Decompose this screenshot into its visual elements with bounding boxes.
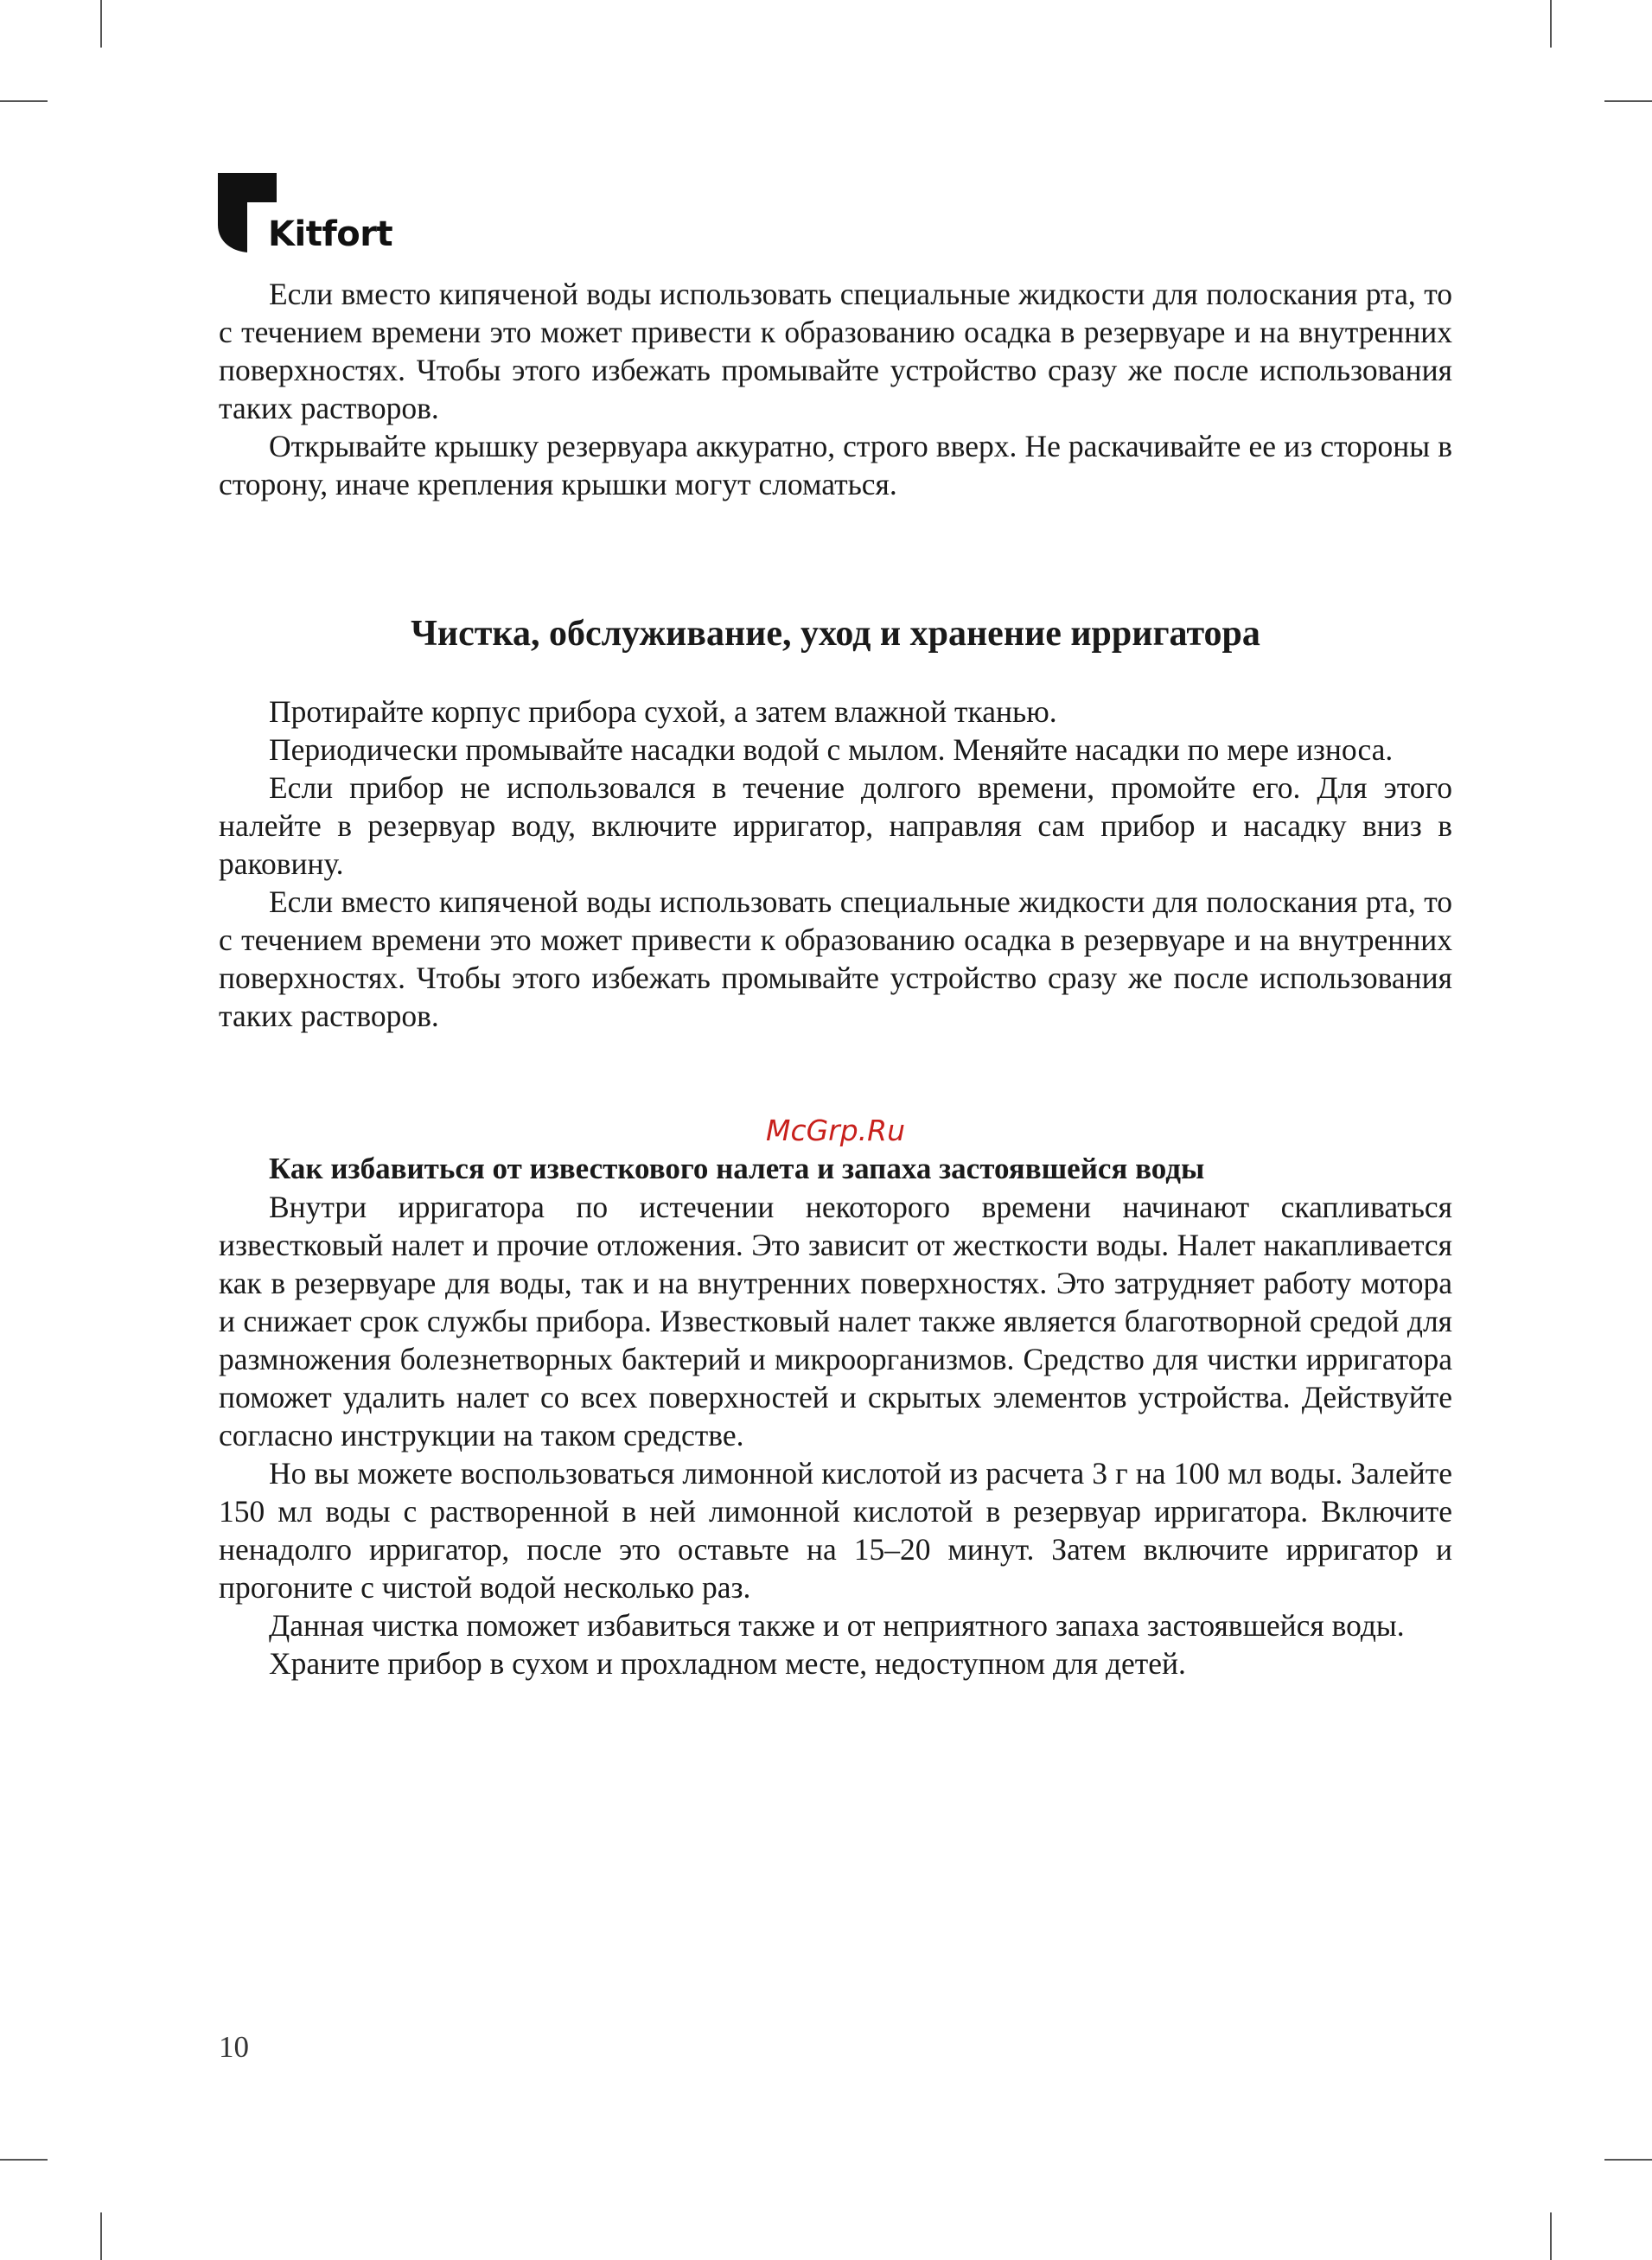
section-body bbox=[219, 693, 1452, 1035]
crop-mark bbox=[100, 0, 102, 48]
section-title: Чистка, обслуживание, уход и хранение ирригатора bbox=[411, 614, 1260, 654]
crop-mark bbox=[0, 2159, 48, 2161]
page-number: 10 bbox=[219, 2030, 249, 2064]
brand-name: Kitfort bbox=[268, 214, 393, 254]
crop-mark bbox=[1550, 0, 1552, 48]
crop-mark bbox=[1550, 2212, 1552, 2260]
crop-mark bbox=[1604, 100, 1652, 102]
paragraph: Если прибор не использовался в течение долгого времени, промойте его. Для этого налейте в резервуар воду, включите ирригатор, направляя сам прибор и насадку вниз в раковину. bbox=[219, 770, 1452, 881]
crop-mark bbox=[1604, 2159, 1652, 2161]
paragraph: Если вместо кипяченой воды использовать специальные жидкости для полоскания рта, то с течением времени это может привести к образованию осадка в резервуаре и на внутренних поверхностях. Чтобы этого избежать промывайте устройство сразу же после использования таких растворов. bbox=[219, 884, 1452, 1033]
paragraph: Данная чистка поможет избавиться также и от неприятного запаха застоявшейся воды. bbox=[269, 1608, 1405, 1643]
crop-mark bbox=[0, 100, 48, 102]
paragraph: Храните прибор в сухом и прохладном месте, недоступном для детей. bbox=[269, 1646, 1186, 1681]
paragraph: Но вы можете воспользоваться лимонной кислотой из расчета 3 г на 100 мл воды. Залейте 150 мл воды с растворенной в ней лимонной кислотой в резервуар ирригатора. Включите ненадолго ирригатор, после это оставьте на 15–20 минут. Затем включите ирригатор и прогоните с чистой водой несколько раз. bbox=[219, 1456, 1452, 1605]
kitfort-logo bbox=[218, 173, 391, 259]
subsection-body bbox=[219, 1150, 1452, 1682]
section-heading-block bbox=[219, 612, 1452, 655]
subsection-title: Как избавиться от известкового налета и запаха застоявшейся воды bbox=[269, 1152, 1205, 1185]
paragraph: Если вместо кипяченой воды использовать специальные жидкости для полоскания рта, то с течением времени это может привести к образованию осадка в резервуаре и на внутренних поверхностях. Чтобы этого избежать промывайте устройство сразу же после использования таких растворов. bbox=[219, 277, 1452, 425]
paragraph: Периодически промывайте насадки водой с мылом. Меняйте насадки по мере износа. bbox=[269, 732, 1394, 767]
paragraph: Открывайте крышку резервуара аккуратно, строго вверх. Не раскачивайте ее из стороны в сторону, иначе крепления крышки могут сломаться. bbox=[219, 429, 1452, 501]
intro-block bbox=[219, 275, 1452, 503]
watermark-block bbox=[219, 1112, 1452, 1150]
crop-mark bbox=[100, 2212, 102, 2260]
paragraph: Внутри ирригатора по истечении некоторого времени начинают скапливаться известковый налет и прочие отложения. Это зависит от жесткости воды. Налет накапливается как в резервуаре для воды, так и на внутренних поверхностях. Это затрудняет работу мотора и снижает срок службы прибора. Известковый налет также является благотворной средой для размножения болезнетворных бактерий и микроорганизмов. Средство для чистки ирригатора поможет удалить налет со всех поверхностей и скрытых элементов устройства. Действуйте согласно инструкции на таком средстве. bbox=[219, 1190, 1452, 1452]
watermark-text: McGrp.Ru bbox=[765, 1114, 906, 1147]
paragraph: Протирайте корпус прибора сухой, а затем влажной тканью. bbox=[269, 694, 1057, 729]
